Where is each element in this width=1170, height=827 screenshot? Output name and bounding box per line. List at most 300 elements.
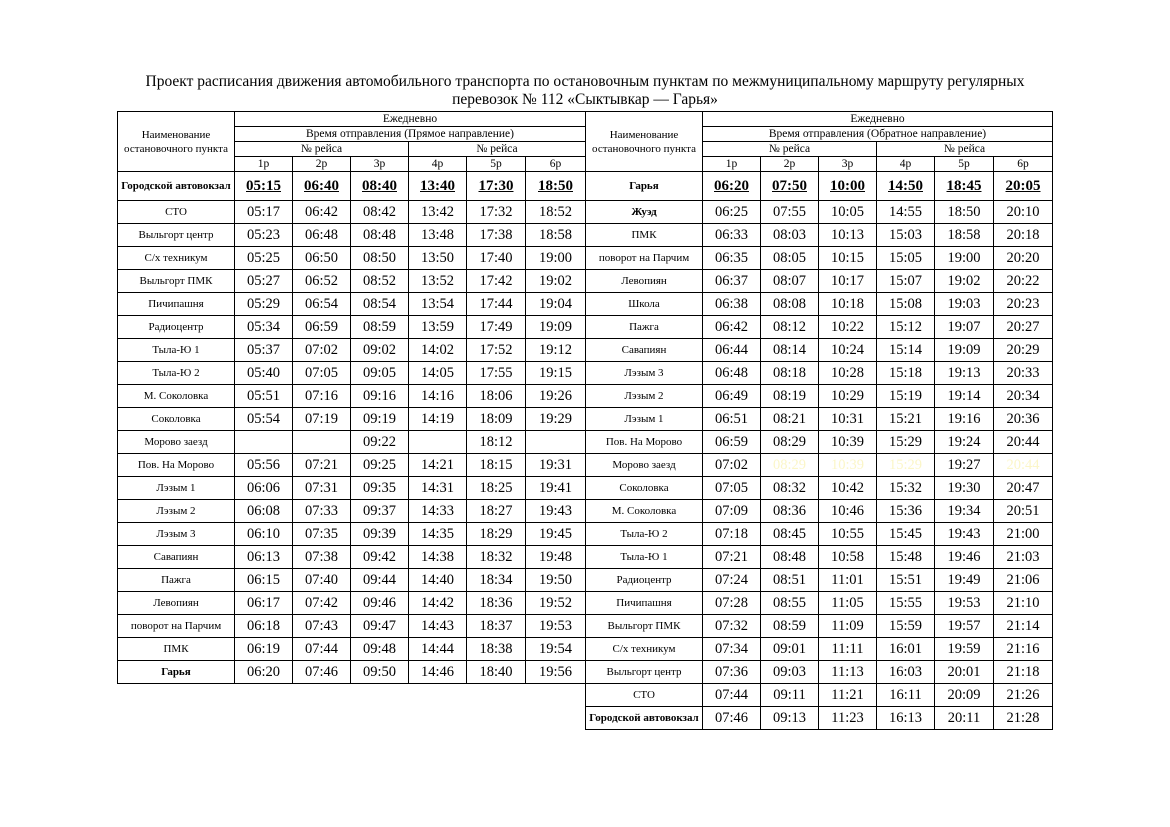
departure-time: 20:44 [994, 454, 1053, 477]
departure-time: 19:00 [935, 247, 994, 270]
departure-time: 08:18 [761, 362, 819, 385]
departure-time: 14:02 [409, 339, 467, 362]
trip-number-header: № рейса [235, 142, 409, 157]
table-row [118, 339, 586, 362]
table-row [586, 546, 1053, 569]
departure-time: 07:02 [293, 339, 351, 362]
departure-time: 21:26 [994, 684, 1053, 707]
departure-time: 19:56 [526, 661, 586, 684]
departure-time: 14:55 [877, 201, 935, 224]
departure-time: 06:50 [293, 247, 351, 270]
departure-time: 15:55 [877, 592, 935, 615]
departure-time: 10:13 [819, 224, 877, 247]
departure-time: 08:14 [761, 339, 819, 362]
departure-time: 19:27 [935, 454, 994, 477]
departure-time: 08:36 [761, 500, 819, 523]
departure-time: 17:52 [467, 339, 526, 362]
departure-time: 08:45 [761, 523, 819, 546]
departure-time: 05:27 [235, 270, 293, 293]
trip-label: 6р [994, 157, 1053, 172]
departure-time: 19:52 [526, 592, 586, 615]
departure-time: 09:42 [351, 546, 409, 569]
departure-time: 18:29 [467, 523, 526, 546]
departure-time: 09:01 [761, 638, 819, 661]
stop-name: Соколовка [118, 408, 235, 431]
trip-label: 5р [467, 157, 526, 172]
departure-time: 06:13 [235, 546, 293, 569]
table-row [586, 293, 1053, 316]
departure-time: 06:59 [703, 431, 761, 454]
departure-time: 07:42 [293, 592, 351, 615]
departure-time: 20:47 [994, 477, 1053, 500]
stop-name: Выльгорт центр [118, 224, 235, 247]
departure-time: 07:36 [703, 661, 761, 684]
departure-time: 09:05 [351, 362, 409, 385]
trip-label: 2р [761, 157, 819, 172]
departure-time: 18:06 [467, 385, 526, 408]
departure-time: 09:22 [351, 431, 409, 454]
departure-time: 14:40 [409, 569, 467, 592]
departure-time: 09:47 [351, 615, 409, 638]
departure-time: 16:03 [877, 661, 935, 684]
table-row [118, 408, 586, 431]
departure-time: 08:42 [351, 201, 409, 224]
departure-time: 10:00 [819, 172, 877, 201]
departure-time: 11:11 [819, 638, 877, 661]
stop-name: Городской автовокзал [118, 172, 235, 201]
departure-time: 06:33 [703, 224, 761, 247]
departure-time: 07:28 [703, 592, 761, 615]
departure-time: 07:33 [293, 500, 351, 523]
stop-name: Жуэд [586, 201, 703, 224]
departure-time: 18:12 [467, 431, 526, 454]
departure-time: 09:25 [351, 454, 409, 477]
departure-time: 08:21 [761, 408, 819, 431]
table-row [586, 385, 1053, 408]
departure-time: 06:17 [235, 592, 293, 615]
departure-time: 17:49 [467, 316, 526, 339]
departure-time: 10:42 [819, 477, 877, 500]
stop-name: Морово заезд [118, 431, 235, 454]
table-row [118, 247, 586, 270]
departure-time: 08:29 [761, 454, 819, 477]
departure-time: 08:51 [761, 569, 819, 592]
departure-time: 15:08 [877, 293, 935, 316]
daily-header: Ежедневно [235, 112, 586, 127]
stop-name: поворот на Парчим [586, 247, 703, 270]
departure-time: 18:50 [526, 172, 586, 201]
departure-time: 14:46 [409, 661, 467, 684]
departure-time: 17:42 [467, 270, 526, 293]
departure-time: 09:16 [351, 385, 409, 408]
departure-time: 08:05 [761, 247, 819, 270]
departure-time: 19:02 [935, 270, 994, 293]
departure-time: 20:09 [935, 684, 994, 707]
departure-time: 15:07 [877, 270, 935, 293]
stop-name: Тыла-Ю 1 [118, 339, 235, 362]
table-row [118, 316, 586, 339]
departure-time: 08:48 [351, 224, 409, 247]
departure-time: 20:51 [994, 500, 1053, 523]
daily-header: Ежедневно [703, 112, 1053, 127]
departure-time: 18:45 [935, 172, 994, 201]
table-row [586, 638, 1053, 661]
trip-label: 1р [235, 157, 293, 172]
departure-time: 18:15 [467, 454, 526, 477]
departure-time: 06:18 [235, 615, 293, 638]
departure-time [293, 431, 351, 454]
departure-time: 06:10 [235, 523, 293, 546]
departure-time: 09:48 [351, 638, 409, 661]
departure-time: 07:44 [703, 684, 761, 707]
departure-time: 19:12 [526, 339, 586, 362]
departure-time: 07:24 [703, 569, 761, 592]
departure-time: 15:18 [877, 362, 935, 385]
departure-time: 07:32 [703, 615, 761, 638]
departure-time: 20:34 [994, 385, 1053, 408]
departure-time: 21:28 [994, 707, 1053, 730]
stop-name: Левопиян [586, 270, 703, 293]
departure-time: 07:16 [293, 385, 351, 408]
departure-time: 17:32 [467, 201, 526, 224]
departure-time: 17:40 [467, 247, 526, 270]
departure-time: 06:19 [235, 638, 293, 661]
departure-time: 07:38 [293, 546, 351, 569]
stop-name: СТО [586, 684, 703, 707]
departure-time: 07:40 [293, 569, 351, 592]
departure-time: 07:55 [761, 201, 819, 224]
departure-time: 07:34 [703, 638, 761, 661]
table-row [586, 661, 1053, 684]
departure-time: 07:19 [293, 408, 351, 431]
departure-time: 07:05 [293, 362, 351, 385]
table-row [118, 454, 586, 477]
departure-time: 14:19 [409, 408, 467, 431]
table-row [118, 224, 586, 247]
departure-time: 08:08 [761, 293, 819, 316]
stop-name: Пов. На Морово [118, 454, 235, 477]
departure-time: 19:16 [935, 408, 994, 431]
departure-time: 07:21 [293, 454, 351, 477]
departure-time: 11:13 [819, 661, 877, 684]
departure-time: 08:59 [351, 316, 409, 339]
departure-time: 08:32 [761, 477, 819, 500]
departure-time: 21:10 [994, 592, 1053, 615]
departure-time: 21:14 [994, 615, 1053, 638]
departure-time: 07:43 [293, 615, 351, 638]
stop-name: Радиоцентр [118, 316, 235, 339]
table-row [118, 385, 586, 408]
departure-time: 18:58 [526, 224, 586, 247]
departure-time: 14:42 [409, 592, 467, 615]
trip-number-header: № рейса [409, 142, 586, 157]
stop-name: Тыла-Ю 2 [586, 523, 703, 546]
stop-name: Тыла-Ю 1 [586, 546, 703, 569]
table-row [118, 477, 586, 500]
departure-time: 19:43 [935, 523, 994, 546]
departure-time: 08:52 [351, 270, 409, 293]
departure-time: 16:13 [877, 707, 935, 730]
departure-time: 18:50 [935, 201, 994, 224]
stop-name: Левопиян [118, 592, 235, 615]
departure-time: 19:14 [935, 385, 994, 408]
departure-time: 11:21 [819, 684, 877, 707]
departure-time: 20:18 [994, 224, 1053, 247]
departure-time: 20:22 [994, 270, 1053, 293]
departure-time: 11:09 [819, 615, 877, 638]
departure-time: 19:31 [526, 454, 586, 477]
departure-time: 08:29 [761, 431, 819, 454]
trip-label: 4р [877, 157, 935, 172]
trip-label: 3р [819, 157, 877, 172]
departure-time: 20:33 [994, 362, 1053, 385]
stop-name: М. Соколовка [118, 385, 235, 408]
table-row [586, 707, 1053, 730]
departure-time: 20:20 [994, 247, 1053, 270]
departure-time: 14:21 [409, 454, 467, 477]
departure-time: 18:34 [467, 569, 526, 592]
departure-time: 19:45 [526, 523, 586, 546]
table-row [118, 569, 586, 592]
departure-time: 18:52 [526, 201, 586, 224]
departure-time: 19:30 [935, 477, 994, 500]
departure-time: 14:31 [409, 477, 467, 500]
stop-name: Лэзым 3 [586, 362, 703, 385]
departure-time: 19:02 [526, 270, 586, 293]
departure-time: 08:48 [761, 546, 819, 569]
departure-time: 10:22 [819, 316, 877, 339]
departure-time: 19:34 [935, 500, 994, 523]
stop-column-header: Наименование остановочного пункта [586, 112, 703, 172]
stop-name: Тыла-Ю 2 [118, 362, 235, 385]
stop-name: Лэзым 2 [586, 385, 703, 408]
departure-time: 05:34 [235, 316, 293, 339]
departure-time: 13:52 [409, 270, 467, 293]
departure-time: 17:38 [467, 224, 526, 247]
stop-name: Городской автовокзал [586, 707, 703, 730]
stop-name: Лэзым 1 [118, 477, 235, 500]
departure-time: 07:50 [761, 172, 819, 201]
departure-time: 17:30 [467, 172, 526, 201]
departure-time: 18:32 [467, 546, 526, 569]
departure-time: 13:42 [409, 201, 467, 224]
stop-name: Лэзым 1 [586, 408, 703, 431]
departure-time: 06:37 [703, 270, 761, 293]
departure-time: 05:40 [235, 362, 293, 385]
departure-time: 10:15 [819, 247, 877, 270]
departure-time: 18:27 [467, 500, 526, 523]
departure-time: 08:40 [351, 172, 409, 201]
departure-time: 16:11 [877, 684, 935, 707]
departure-time: 19:29 [526, 408, 586, 431]
trip-label: 3р [351, 157, 409, 172]
departure-time: 20:11 [935, 707, 994, 730]
stop-column-header: Наименование остановочного пункта [118, 112, 235, 172]
table-row [118, 172, 586, 201]
departure-time: 07:21 [703, 546, 761, 569]
departure-time: 15:36 [877, 500, 935, 523]
departure-time: 11:05 [819, 592, 877, 615]
departure-time: 07:05 [703, 477, 761, 500]
stop-name: Выльгорт ПМК [586, 615, 703, 638]
departure-time: 19:00 [526, 247, 586, 270]
table-row [586, 477, 1053, 500]
stop-name: Савапиян [118, 546, 235, 569]
departure-time: 15:51 [877, 569, 935, 592]
departure-time: 09:13 [761, 707, 819, 730]
table-row [586, 569, 1053, 592]
departure-time: 21:16 [994, 638, 1053, 661]
departure-time: 19:15 [526, 362, 586, 385]
departure-time: 06:49 [703, 385, 761, 408]
departure-time: 06:08 [235, 500, 293, 523]
departure-time: 06:51 [703, 408, 761, 431]
trip-label: 5р [935, 157, 994, 172]
departure-time: 10:29 [819, 385, 877, 408]
departure-time [235, 431, 293, 454]
trip-label: 4р [409, 157, 467, 172]
departure-time: 10:55 [819, 523, 877, 546]
departure-time: 10:05 [819, 201, 877, 224]
departure-time: 07:44 [293, 638, 351, 661]
table-row [586, 431, 1053, 454]
departure-time: 15:05 [877, 247, 935, 270]
departure-time: 06:20 [703, 172, 761, 201]
departure-time: 14:43 [409, 615, 467, 638]
departure-time: 11:23 [819, 707, 877, 730]
departure-time: 17:55 [467, 362, 526, 385]
departure-time: 14:05 [409, 362, 467, 385]
departure-time: 05:37 [235, 339, 293, 362]
departure-time: 14:33 [409, 500, 467, 523]
departure-time: 14:35 [409, 523, 467, 546]
departure-time: 07:09 [703, 500, 761, 523]
departure-time: 06:25 [703, 201, 761, 224]
departure-time: 05:15 [235, 172, 293, 201]
departure-time: 19:41 [526, 477, 586, 500]
departure-time: 18:40 [467, 661, 526, 684]
departure-time: 10:39 [819, 431, 877, 454]
departure-time: 14:38 [409, 546, 467, 569]
departure-time: 15:29 [877, 431, 935, 454]
departure-time: 15:48 [877, 546, 935, 569]
departure-time: 05:56 [235, 454, 293, 477]
stop-name: Пов. На Морово [586, 431, 703, 454]
departure-time: 21:18 [994, 661, 1053, 684]
departure-time: 21:06 [994, 569, 1053, 592]
departure-time: 09:02 [351, 339, 409, 362]
table-row [586, 500, 1053, 523]
stop-name: Пичипашня [118, 293, 235, 316]
departure-time: 14:44 [409, 638, 467, 661]
departure-time: 15:21 [877, 408, 935, 431]
stop-name: Лэзым 2 [118, 500, 235, 523]
departure-time: 13:48 [409, 224, 467, 247]
departure-time: 15:14 [877, 339, 935, 362]
departure-time: 09:46 [351, 592, 409, 615]
departure-time: 18:38 [467, 638, 526, 661]
trip-label: 6р [526, 157, 586, 172]
departure-time [526, 431, 586, 454]
table-row [118, 546, 586, 569]
departure-time: 20:29 [994, 339, 1053, 362]
departure-time: 19:53 [526, 615, 586, 638]
departure-time: 19:07 [935, 316, 994, 339]
departure-time: 20:27 [994, 316, 1053, 339]
departure-time: 15:59 [877, 615, 935, 638]
table-row [586, 408, 1053, 431]
departure-time: 15:29 [877, 454, 935, 477]
departure-time: 07:31 [293, 477, 351, 500]
trip-label: 1р [703, 157, 761, 172]
departure-time: 09:11 [761, 684, 819, 707]
departure-time: 06:59 [293, 316, 351, 339]
table-row [586, 270, 1053, 293]
departure-time: 19:48 [526, 546, 586, 569]
table-row [586, 362, 1053, 385]
table-row [118, 293, 586, 316]
departure-time: 15:03 [877, 224, 935, 247]
departure-time: 08:54 [351, 293, 409, 316]
table-row [586, 201, 1053, 224]
departure-time: 13:54 [409, 293, 467, 316]
table-row [586, 339, 1053, 362]
departure-time: 10:17 [819, 270, 877, 293]
stop-name: Морово заезд [586, 454, 703, 477]
table-row [586, 247, 1053, 270]
departure-time: 19:53 [935, 592, 994, 615]
departure-time: 14:50 [877, 172, 935, 201]
departure-time: 07:18 [703, 523, 761, 546]
departure-time [409, 431, 467, 454]
departure-time: 16:01 [877, 638, 935, 661]
departure-time: 09:03 [761, 661, 819, 684]
departure-time: 09:37 [351, 500, 409, 523]
departure-time: 08:55 [761, 592, 819, 615]
table-row [118, 500, 586, 523]
stop-name: Школа [586, 293, 703, 316]
departure-time: 18:37 [467, 615, 526, 638]
departure-time: 13:50 [409, 247, 467, 270]
trip-number-header: № рейса [703, 142, 877, 157]
table-row [586, 224, 1053, 247]
stop-name: С/х техникум [118, 247, 235, 270]
table-row [118, 270, 586, 293]
departure-time: 06:52 [293, 270, 351, 293]
departure-time: 19:59 [935, 638, 994, 661]
departure-time: 06:48 [293, 224, 351, 247]
departure-time: 06:15 [235, 569, 293, 592]
departure-time: 19:46 [935, 546, 994, 569]
stop-name: ПМК [586, 224, 703, 247]
departure-time: 09:44 [351, 569, 409, 592]
departure-time: 05:29 [235, 293, 293, 316]
departure-time: 10:31 [819, 408, 877, 431]
table-row [118, 615, 586, 638]
departure-time: 11:01 [819, 569, 877, 592]
departure-time: 19:24 [935, 431, 994, 454]
departure-time: 19:43 [526, 500, 586, 523]
table-row [586, 523, 1053, 546]
departure-time: 18:36 [467, 592, 526, 615]
table-row [586, 684, 1053, 707]
departure-time: 06:54 [293, 293, 351, 316]
departure-time: 14:16 [409, 385, 467, 408]
stop-name: Пичипашня [586, 592, 703, 615]
departure-time: 06:35 [703, 247, 761, 270]
departure-time: 08:50 [351, 247, 409, 270]
departure-time: 13:59 [409, 316, 467, 339]
